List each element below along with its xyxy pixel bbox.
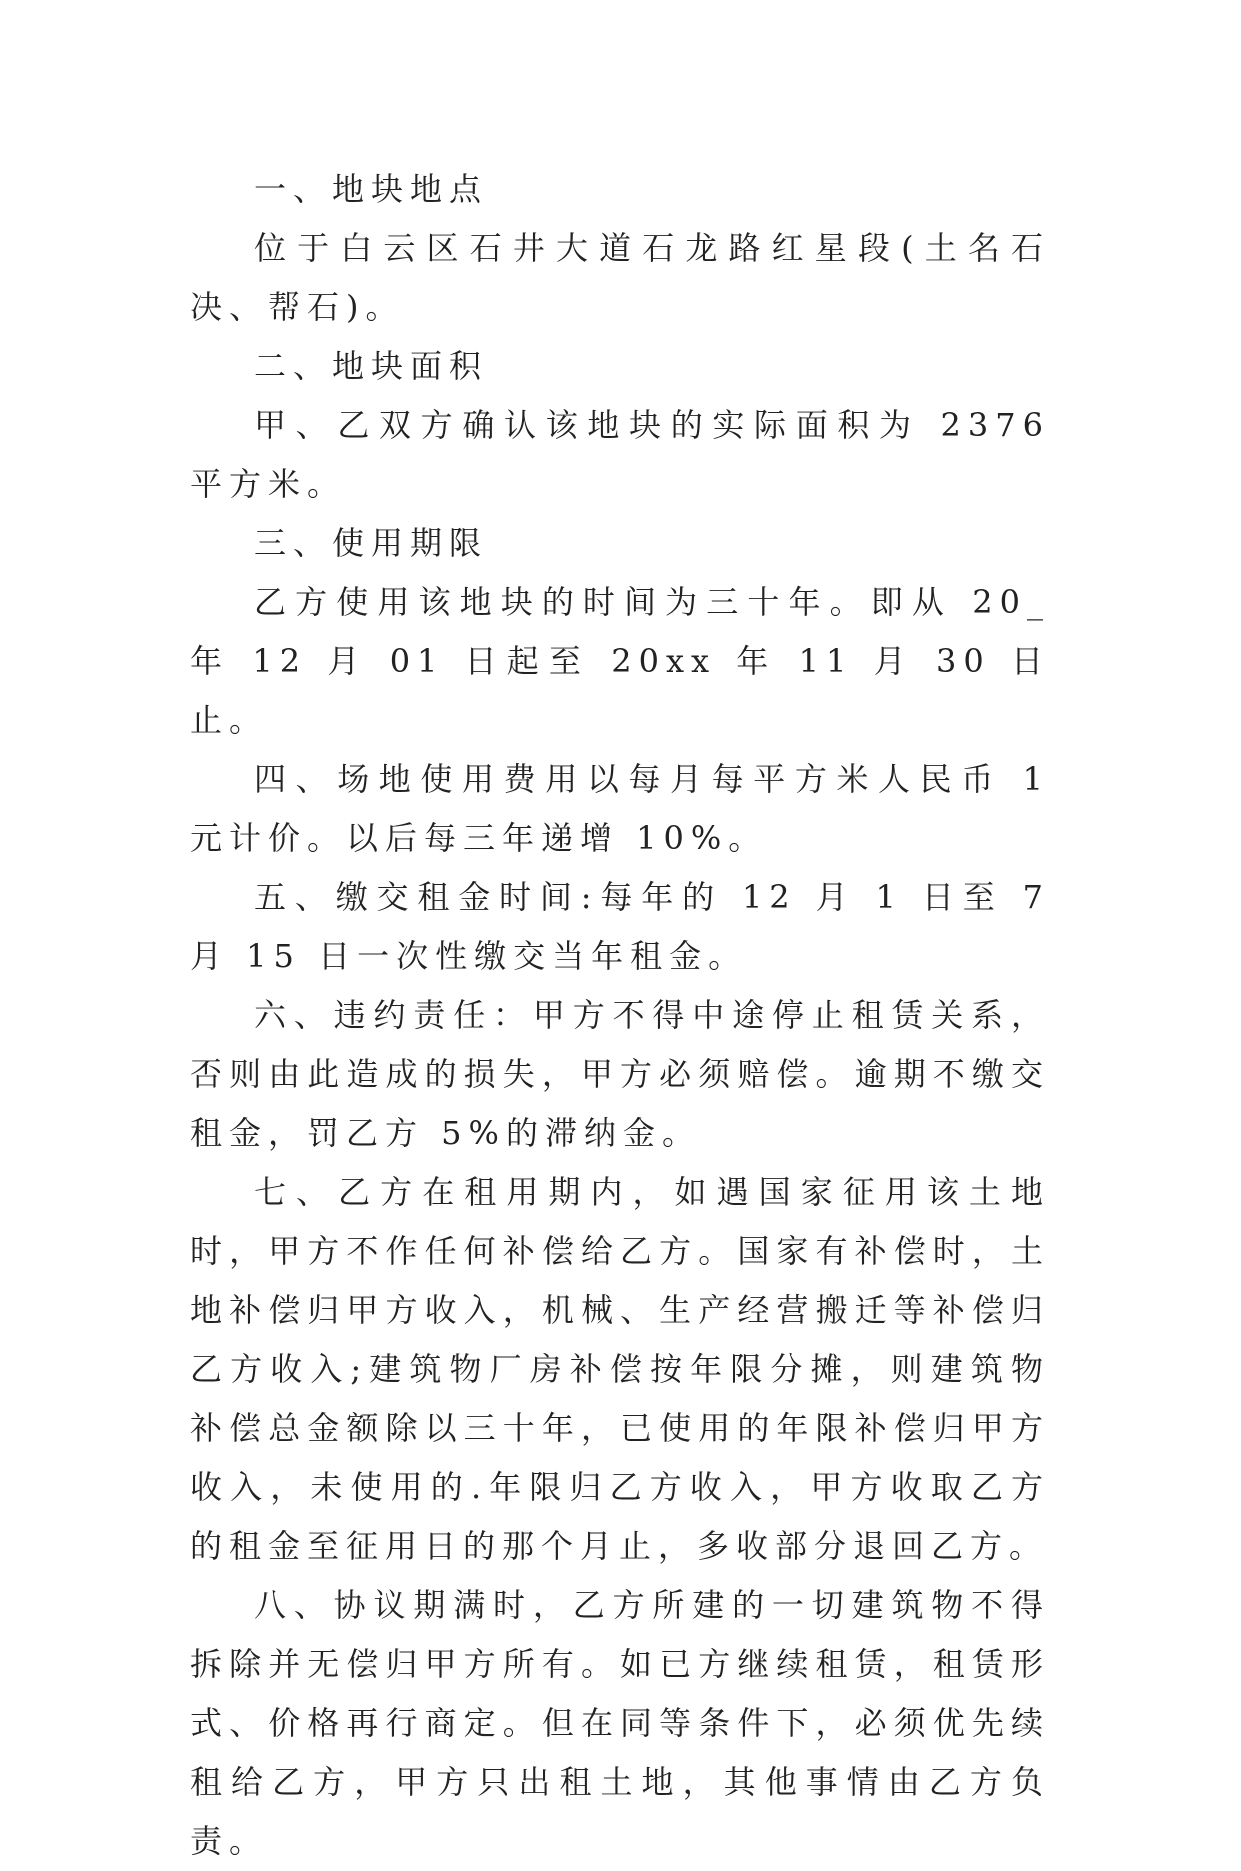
document-body: [190, 160, 1050, 1871]
paragraph-expiry: 八、协议期满时，乙方所建的一切建筑物不得拆除并无偿归甲方所有。如已方继续租赁，租赁形式、价格再行商定。但在同等条件下，必须优先续租给乙方，甲方只出租土地，其他事情由乙方负责。: [190, 1586, 1050, 1860]
paragraph-expropriation: 七、乙方在租用期内，如遇国家征用该土地时，甲方不作任何补偿给乙方。国家有补偿时，土地补偿归甲方收入，机械、生产经营搬迁等补偿归乙方收入;建筑物厂房补偿按年限分摊，则建筑物补偿总金额除以三十年，已使用的年限补偿归甲方收入，未使用的.年限归乙方收入，甲方收取乙方的租金至征用日的那个月止，多收部分退回乙方。: [190, 1173, 1050, 1565]
section-heading-area: 二、地块面积: [254, 347, 489, 385]
paragraph-location: 位于白云区石井大道石龙路红星段(土名石决、帮石)。: [190, 229, 1050, 326]
section-heading-term: 三、使用期限: [254, 524, 489, 562]
paragraph-fee: 四、场地使用费用以每月每平方米人民币 1 元计价。以后每三年递增 10%。: [190, 760, 1050, 857]
paragraph-term: 乙方使用该地块的时间为三十年。即从 20_年 12 月 01 日起至 20xx 年 11 月 30 日止。: [190, 583, 1050, 739]
paragraph-area: 甲、乙双方确认该地块的实际面积为 2376 平方米。: [190, 406, 1050, 503]
paragraph-breach: 六、违约责任：甲方不得中途停止租赁关系，否则由此造成的损失，甲方必须赔偿。逾期不缴交租金，罚乙方 5%的滞纳金。: [190, 996, 1050, 1152]
section-heading-location: 一、地块地点: [254, 170, 489, 208]
paragraph-payment-time: 五、缴交租金时间:每年的 12 月 1 日至 7 月 15 日一次性缴交当年租金。: [190, 878, 1050, 975]
